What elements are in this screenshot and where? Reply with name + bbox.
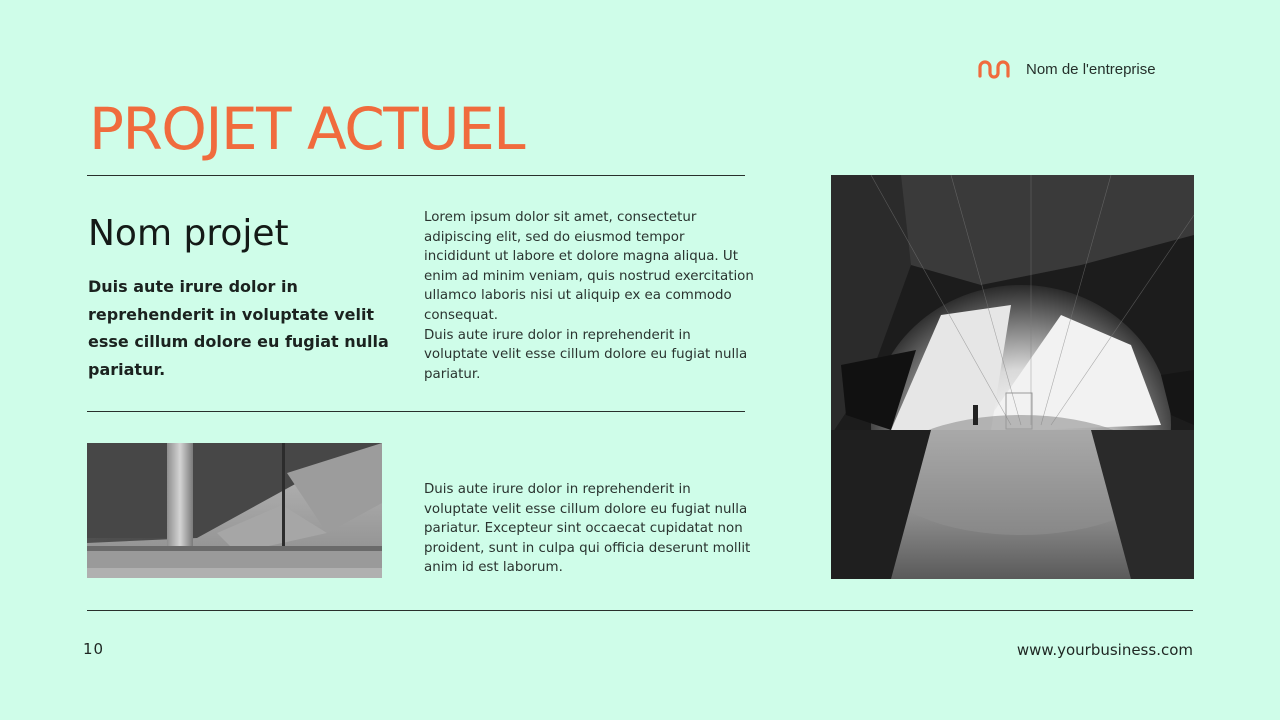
architecture-tunnel-image [831, 175, 1194, 579]
paragraph-1b: Duis aute irure dolor in reprehenderit in voluptate velit esse cillum dolore eu fugiat nulla pariatur. [424, 327, 748, 382]
company-logo-icon [976, 58, 1010, 84]
project-name: Nom projet [88, 213, 289, 254]
divider-top [87, 175, 745, 176]
paragraph-1: Lorem ipsum dolor sit amet, consectetur adipiscing elit, sed do eiusmod tempor incididunt ut labore et dolore magna aliqua. Ut enim ad minim veniam, quis nostrud exercitation ullamco laboris nisi ut aliquip ex ea commodo consequat. [424, 210, 754, 323]
company-name: Nom de l'entreprise [1026, 61, 1156, 78]
page-title: PROJET ACTUEL [89, 95, 525, 163]
website-url[interactable]: www.yourbusiness.com [1016, 641, 1193, 659]
architecture-interior-image [87, 443, 382, 578]
page-number: 10 [83, 640, 105, 658]
divider-middle [87, 411, 745, 412]
project-lead-text: Duis aute irure dolor in reprehenderit in voluptate velit esse cillum dolore eu fugiat nulla pariatur. [88, 277, 389, 379]
project-description [424, 208, 754, 384]
divider-footer [87, 610, 1193, 611]
paragraph-2: Duis aute irure dolor in reprehenderit in voluptate velit esse cillum dolore eu fugiat nulla pariatur. Excepteur sint occaecat cupidatat non proident, sunt in culpa qui officia deserunt mollit anim id est laborum. [424, 482, 751, 576]
